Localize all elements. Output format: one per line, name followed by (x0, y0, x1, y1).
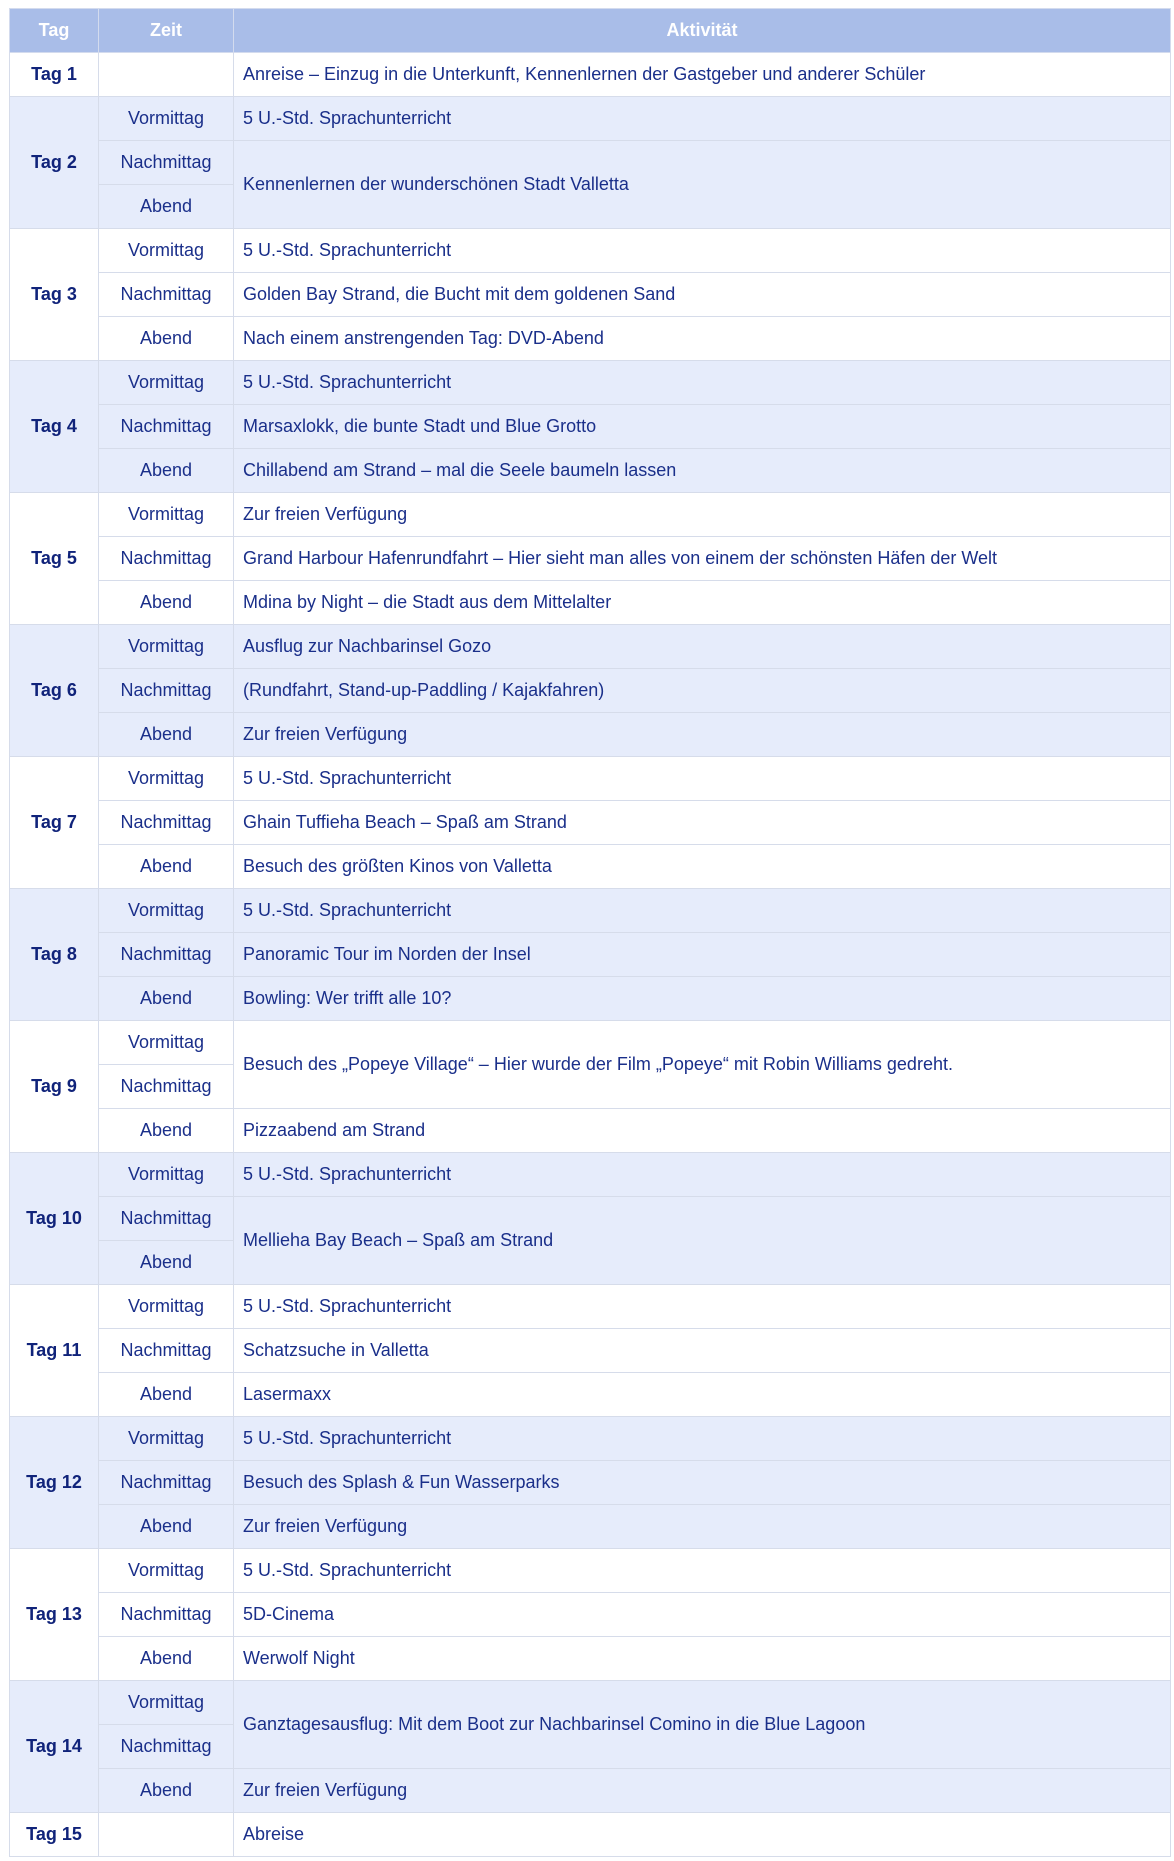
table-row (10, 273, 1171, 317)
table-row (10, 317, 1171, 361)
table-row (10, 757, 1171, 801)
table-row (10, 141, 1171, 185)
table-row (10, 845, 1171, 889)
time-cell: Abend (99, 1109, 234, 1153)
header-aktivitaet: Aktivität (234, 9, 1171, 53)
activity-cell: Besuch des größten Kinos von Valletta (234, 845, 1171, 889)
table-row (10, 449, 1171, 493)
table-row (10, 581, 1171, 625)
time-cell: Nachmittag (99, 933, 234, 977)
activity-cell: Nach einem anstrengenden Tag: DVD-Abend (234, 317, 1171, 361)
table-row (10, 713, 1171, 757)
time-cell: Vormittag (99, 361, 234, 405)
table-row (10, 1285, 1171, 1329)
time-cell: Abend (99, 449, 234, 493)
activity-cell: Chillabend am Strand – mal die Seele baumeln lassen (234, 449, 1171, 493)
table-row (10, 405, 1171, 449)
activity-cell: 5 U.-Std. Sprachunterricht (234, 1153, 1171, 1197)
activity-cell: Zur freien Verfügung (234, 713, 1171, 757)
activity-cell: 5 U.-Std. Sprachunterricht (234, 1549, 1171, 1593)
table-row (10, 1197, 1171, 1241)
time-cell: Abend (99, 1769, 234, 1813)
table-row (10, 1417, 1171, 1461)
time-cell: Vormittag (99, 757, 234, 801)
time-cell: Vormittag (99, 1549, 234, 1593)
activity-cell: Zur freien Verfügung (234, 1505, 1171, 1549)
table-row (10, 933, 1171, 977)
time-cell: Vormittag (99, 1417, 234, 1461)
table-row (10, 1373, 1171, 1417)
activity-cell: Besuch des Splash & Fun Wasserparks (234, 1461, 1171, 1505)
time-cell: Abend (99, 1373, 234, 1417)
table-row (10, 889, 1171, 933)
activity-cell: Ghain Tuffieha Beach – Spaß am Strand (234, 801, 1171, 845)
time-cell: Vormittag (99, 625, 234, 669)
time-cell: Nachmittag (99, 1593, 234, 1637)
table-row (10, 1109, 1171, 1153)
time-cell: Nachmittag (99, 1725, 234, 1769)
table-row (10, 1549, 1171, 1593)
table-row (10, 1769, 1171, 1813)
time-cell: Vormittag (99, 1153, 234, 1197)
activity-cell: 5 U.-Std. Sprachunterricht (234, 889, 1171, 933)
header-zeit: Zeit (99, 9, 234, 53)
day-label: Tag 15 (10, 1813, 99, 1857)
day-label: Tag 6 (10, 625, 99, 757)
day-label: Tag 4 (10, 361, 99, 493)
table-row (10, 537, 1171, 581)
time-cell: Nachmittag (99, 1197, 234, 1241)
activity-cell: Ausflug zur Nachbarinsel Gozo (234, 625, 1171, 669)
time-cell: Nachmittag (99, 273, 234, 317)
table-row (10, 1813, 1171, 1857)
time-cell: Abend (99, 845, 234, 889)
activity-cell: Grand Harbour Hafenrundfahrt – Hier sieht man alles von einem der schönsten Häfen der Welt (234, 537, 1171, 581)
day-label: Tag 11 (10, 1285, 99, 1417)
table-row (10, 977, 1171, 1021)
day-label: Tag 14 (10, 1681, 99, 1813)
table-row (10, 1329, 1171, 1373)
day-label: Tag 13 (10, 1549, 99, 1681)
table-row (10, 1505, 1171, 1549)
table-row (10, 1021, 1171, 1065)
time-cell: Abend (99, 317, 234, 361)
day-label: Tag 12 (10, 1417, 99, 1549)
activity-cell: Anreise – Einzug in die Unterkunft, Kennenlernen der Gastgeber und anderer Schüler (234, 53, 1171, 97)
table-row (10, 493, 1171, 537)
activity-cell: Kennenlernen der wunderschönen Stadt Valletta (234, 141, 1171, 229)
time-cell: Nachmittag (99, 537, 234, 581)
itinerary-table (9, 8, 1171, 1857)
time-cell: Vormittag (99, 889, 234, 933)
time-cell: Abend (99, 581, 234, 625)
activity-cell: 5 U.-Std. Sprachunterricht (234, 1417, 1171, 1461)
table-row (10, 1461, 1171, 1505)
day-label: Tag 2 (10, 97, 99, 229)
time-cell: Nachmittag (99, 141, 234, 185)
time-cell: Vormittag (99, 1285, 234, 1329)
time-cell: Nachmittag (99, 1461, 234, 1505)
time-cell: Abend (99, 1637, 234, 1681)
day-label: Tag 5 (10, 493, 99, 625)
activity-cell: Werwolf Night (234, 1637, 1171, 1681)
activity-cell: 5 U.-Std. Sprachunterricht (234, 229, 1171, 273)
time-cell: Vormittag (99, 229, 234, 273)
table-row (10, 361, 1171, 405)
table-row (10, 1637, 1171, 1681)
activity-cell: Golden Bay Strand, die Bucht mit dem goldenen Sand (234, 273, 1171, 317)
activity-cell: Mellieha Bay Beach – Spaß am Strand (234, 1197, 1171, 1285)
time-cell: Abend (99, 1505, 234, 1549)
table-row (10, 625, 1171, 669)
time-cell: Abend (99, 1241, 234, 1285)
activity-cell: Zur freien Verfügung (234, 1769, 1171, 1813)
activity-cell: 5 U.-Std. Sprachunterricht (234, 1285, 1171, 1329)
activity-cell: Panoramic Tour im Norden der Insel (234, 933, 1171, 977)
time-cell: Vormittag (99, 1021, 234, 1065)
header-tag: Tag (10, 9, 99, 53)
time-cell: Nachmittag (99, 405, 234, 449)
time-cell: Nachmittag (99, 1065, 234, 1109)
activity-cell: Abreise (234, 1813, 1171, 1857)
time-cell: Abend (99, 977, 234, 1021)
activity-cell: 5 U.-Std. Sprachunterricht (234, 757, 1171, 801)
activity-cell: 5 U.-Std. Sprachunterricht (234, 361, 1171, 405)
time-cell: Vormittag (99, 97, 234, 141)
activity-cell: (Rundfahrt, Stand-up-Paddling / Kajakfahren) (234, 669, 1171, 713)
table-row (10, 1593, 1171, 1637)
time-cell: Vormittag (99, 1681, 234, 1725)
activity-cell: Marsaxlokk, die bunte Stadt und Blue Grotto (234, 405, 1171, 449)
activity-cell: Pizzaabend am Strand (234, 1109, 1171, 1153)
activity-cell: 5 U.-Std. Sprachunterricht (234, 97, 1171, 141)
time-cell: Abend (99, 185, 234, 229)
activity-cell: Zur freien Verfügung (234, 493, 1171, 537)
time-cell: Nachmittag (99, 1329, 234, 1373)
day-label: Tag 10 (10, 1153, 99, 1285)
header-row (10, 9, 1171, 53)
itinerary-wrapper (9, 8, 1170, 1857)
day-label: Tag 8 (10, 889, 99, 1021)
table-row (10, 669, 1171, 713)
table-row (10, 53, 1171, 97)
table-row (10, 97, 1171, 141)
activity-cell: 5D-Cinema (234, 1593, 1171, 1637)
table-row (10, 1153, 1171, 1197)
activity-cell: Ganztagesausflug: Mit dem Boot zur Nachbarinsel Comino in die Blue Lagoon (234, 1681, 1171, 1769)
table-row (10, 229, 1171, 273)
day-label: Tag 3 (10, 229, 99, 361)
time-cell: Abend (99, 713, 234, 757)
activity-cell: Besuch des „Popeye Village“ – Hier wurde der Film „Popeye“ mit Robin Williams gedreht. (234, 1021, 1171, 1109)
day-label: Tag 9 (10, 1021, 99, 1153)
time-cell-empty (99, 1813, 234, 1857)
activity-cell: Bowling: Wer trifft alle 10? (234, 977, 1171, 1021)
time-cell: Nachmittag (99, 669, 234, 713)
day-label: Tag 7 (10, 757, 99, 889)
table-row (10, 801, 1171, 845)
day-label: Tag 1 (10, 53, 99, 97)
time-cell-empty (99, 53, 234, 97)
time-cell: Vormittag (99, 493, 234, 537)
activity-cell: Mdina by Night – die Stadt aus dem Mittelalter (234, 581, 1171, 625)
time-cell: Nachmittag (99, 801, 234, 845)
table-row (10, 1681, 1171, 1725)
activity-cell: Lasermaxx (234, 1373, 1171, 1417)
activity-cell: Schatzsuche in Valletta (234, 1329, 1171, 1373)
